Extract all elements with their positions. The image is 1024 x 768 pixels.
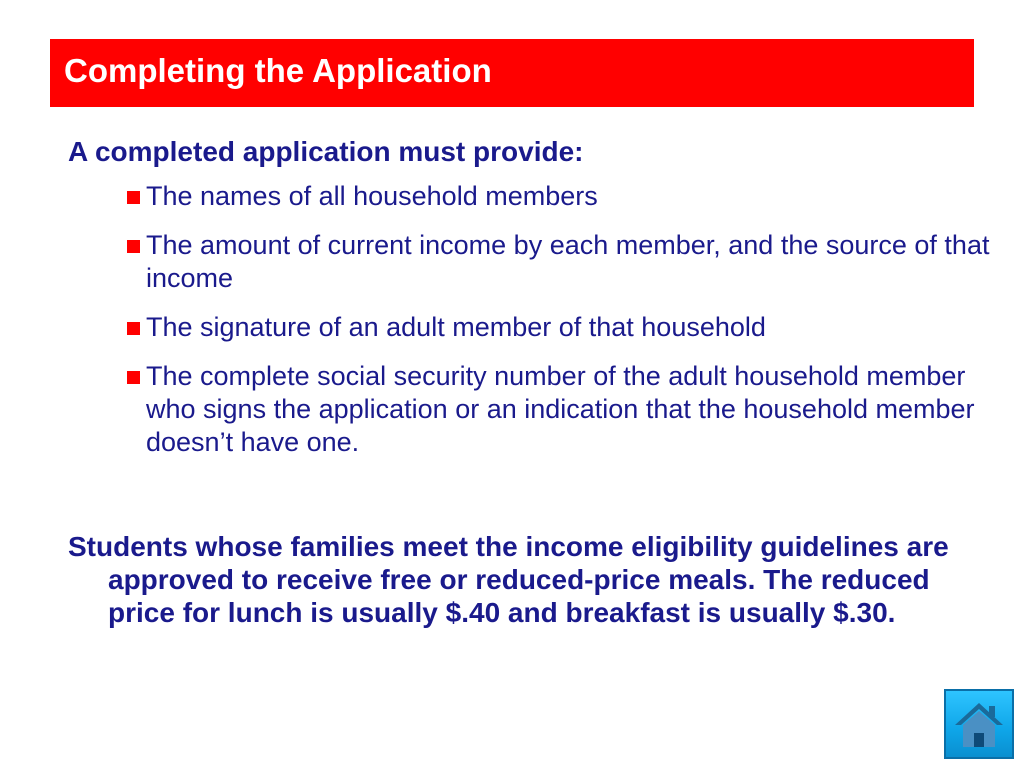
square-bullet-icon: [127, 371, 140, 384]
bullet-item: [122, 180, 1022, 213]
square-bullet-icon: [127, 240, 140, 253]
bullet-text: The complete social security number of the adult household member who signs the application or an indication that the household member doesn’t have one.: [146, 361, 975, 457]
bullet-item: [122, 229, 1022, 295]
bullet-text: The amount of current income by each member, and the source of that income: [146, 230, 990, 293]
title-bar: [50, 39, 974, 107]
section-heading: A completed application must provide:: [68, 136, 584, 167]
bullet-text: The names of all household members: [146, 181, 598, 211]
square-bullet-icon: [127, 191, 140, 204]
home-button[interactable]: [944, 689, 1014, 759]
square-bullet-icon: [127, 322, 140, 335]
bullet-item: [122, 360, 1022, 459]
bullet-item: [122, 311, 1022, 344]
eligibility-paragraph: Students whose families meet the income eligibility guidelines are approved to receive free or reduced-price meals. The reduced price for lunch is usually $.40 and breakfast is usually $.30.: [68, 531, 949, 628]
home-icon: [952, 697, 1006, 751]
slide-title: Completing the Application: [64, 52, 492, 89]
bullet-text: The signature of an adult member of that household: [146, 312, 766, 342]
bullet-list: [122, 180, 1022, 475]
